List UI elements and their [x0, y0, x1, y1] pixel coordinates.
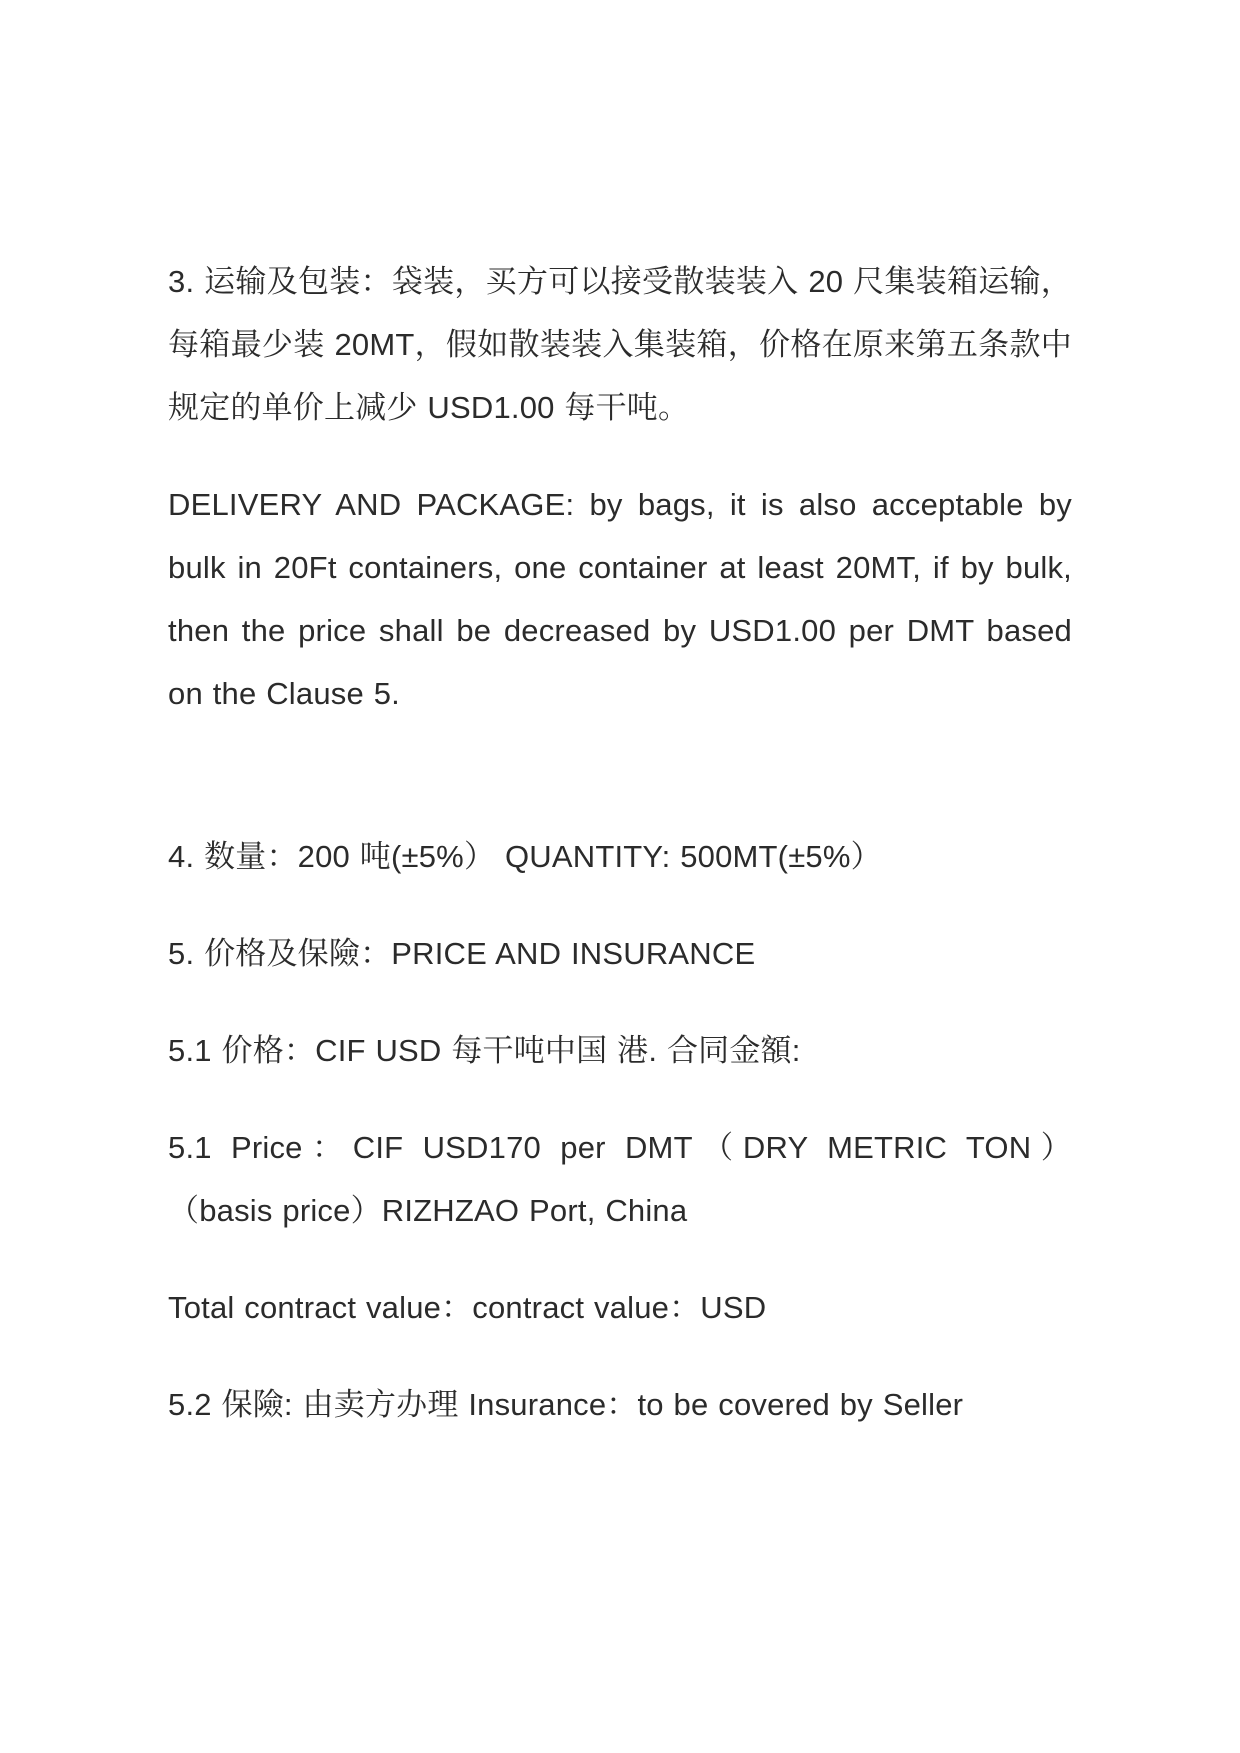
clause-4-quantity: 4. 数量：200 吨(±5%） QUANTITY: 500MT(±5%） — [168, 839, 882, 874]
clause-5-2-insurance: 5.2 保險: 由卖方办理 Insurance：to be covered by Seller — [168, 1387, 964, 1422]
clause-5-1-price-en: 5.1 Price：CIF USD170 per DMT（DRY METRIC TON） （basis price）RIZHZAO Port, China — [168, 1130, 1072, 1228]
contract-body — [168, 0, 1072, 1470]
total-contract-value: Total contract value：contract value：USD — [168, 1290, 767, 1325]
clause-3-packaging-cn: 3. 运输及包装：袋装，买方可以接受散装装入 20 尺集装箱运输， 每箱最少装 20MT，假如散装装入集装箱，价格在原来第五条款中规定的单价上减少 USD1.00 每干吨。 — [168, 264, 1072, 425]
clause-5-1-price-cn: 5.1 价格：CIF USD 每干吨中国 港. 合同金額: — [168, 1033, 801, 1068]
clause-5-price-insurance-heading: 5. 价格及保險：PRICE AND INSURANCE — [168, 936, 756, 971]
clause-3-packaging-en: DELIVERY AND PACKAGE: by bags, it is also acceptable by bulk in 20Ft containers, one container at least 20MT, if by bulk, then the price shall be decreased by USD1.00 per DMT based on the Clause 5. — [168, 487, 1072, 711]
